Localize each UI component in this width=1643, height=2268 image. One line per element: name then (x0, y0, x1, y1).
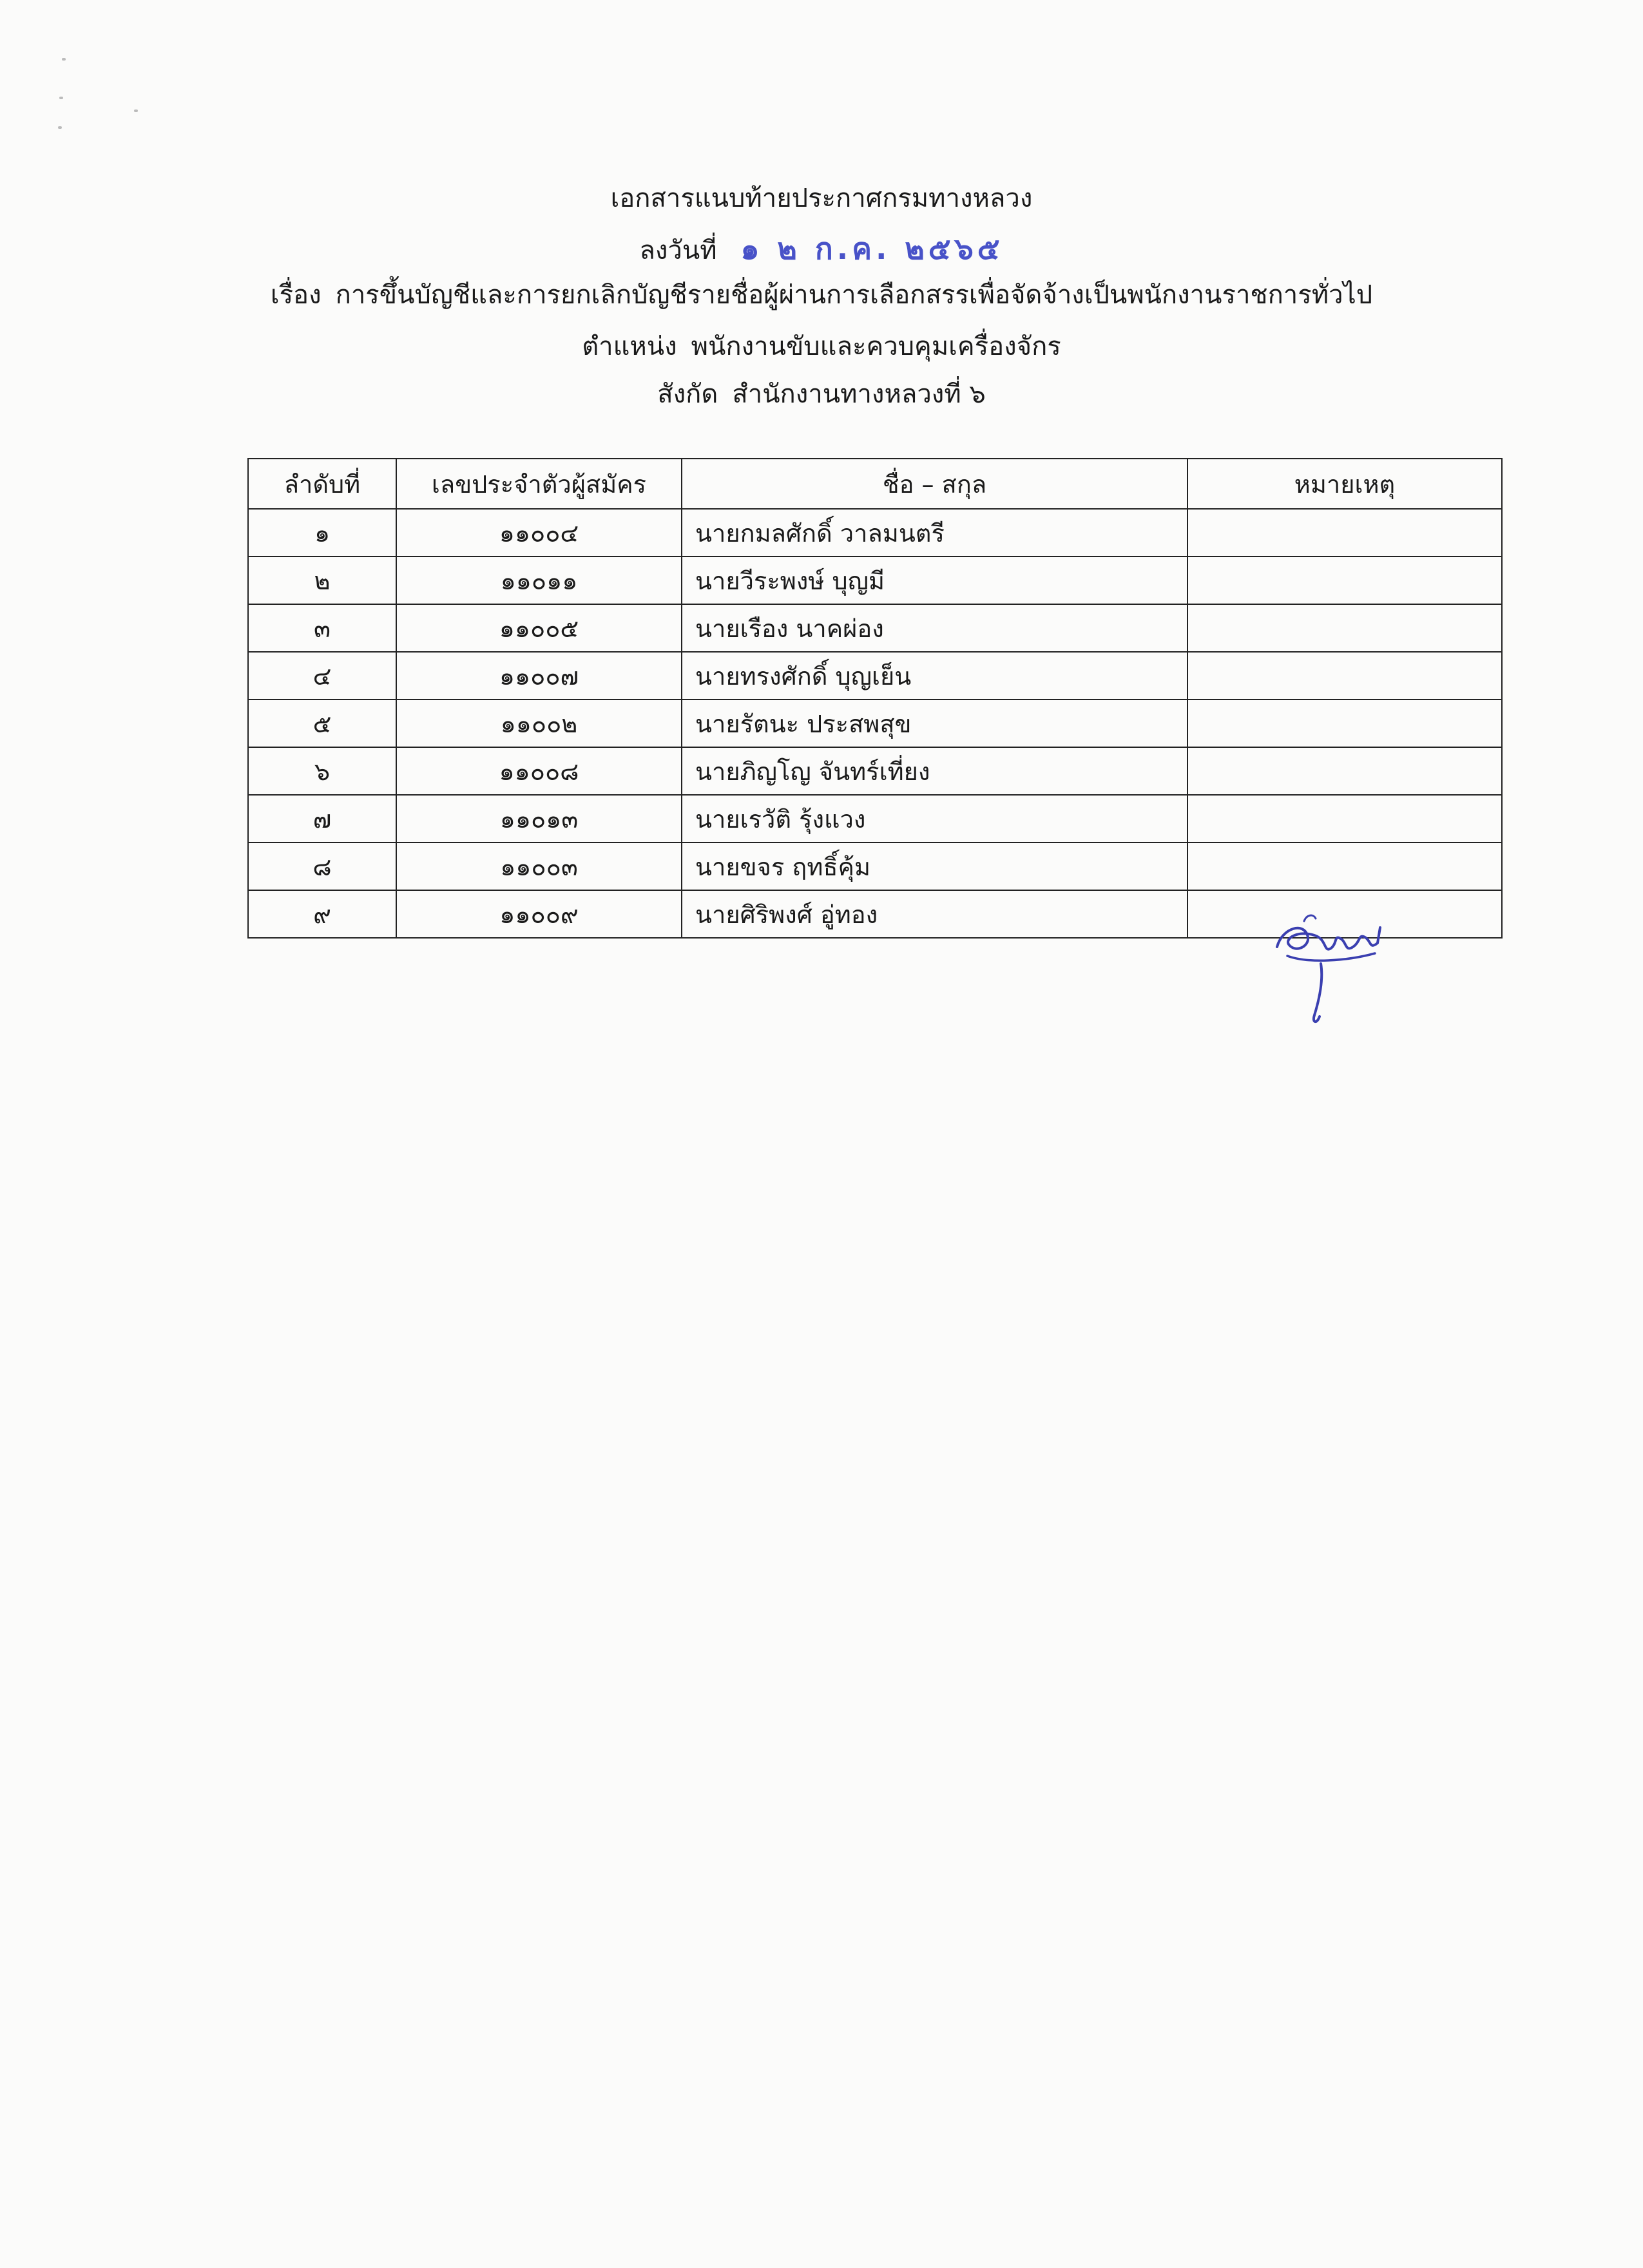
row-number: ๔ (248, 652, 396, 700)
applicant-id: ๑๑๐๐๗ (396, 652, 682, 700)
date-line (0, 229, 1643, 270)
table-row (248, 604, 1502, 652)
column-header-applicant-id: เลขประจำตัวผู้สมัคร (396, 459, 682, 509)
column-header-name: ชื่อ – สกุล (682, 459, 1187, 509)
applicant-name: นายภิญโญ จันทร์เที่ยง (682, 747, 1187, 795)
table-row (248, 700, 1502, 747)
scan-speck (59, 97, 63, 99)
applicant-name: นายเรือง นาคผ่อง (682, 604, 1187, 652)
office-line (0, 375, 1643, 414)
remarks-cell (1187, 700, 1502, 747)
applicant-name: นายกมลศักดิ์ วาลมนตรี (682, 509, 1187, 557)
row-number: ๙ (248, 890, 396, 938)
applicant-name: นายขจร ฤทธิ์คุ้ม (682, 843, 1187, 890)
table-header-row (248, 459, 1502, 509)
handwritten-signature (1269, 902, 1385, 1031)
row-number: ๑ (248, 509, 396, 557)
row-number: ๓ (248, 604, 396, 652)
office-label: สังกัด (657, 379, 718, 409)
row-number: ๖ (248, 747, 396, 795)
applicant-id: ๑๑๐๑๓ (396, 795, 682, 843)
applicant-id: ๑๑๐๐๘ (396, 747, 682, 795)
table-row (248, 795, 1502, 843)
scan-speck (58, 126, 62, 129)
applicant-id: ๑๑๐๐๓ (396, 843, 682, 890)
applicant-id: ๑๑๐๐๙ (396, 890, 682, 938)
applicant-name: นายรัตนะ ประสพสุข (682, 700, 1187, 747)
applicant-name: นายศิริพงศ์ อู่ทอง (682, 890, 1187, 938)
position-line (0, 327, 1643, 366)
table-row (248, 652, 1502, 700)
scan-speck (62, 58, 66, 61)
remarks-cell (1187, 795, 1502, 843)
row-number: ๗ (248, 795, 396, 843)
subject-line (0, 276, 1643, 314)
remarks-cell (1187, 747, 1502, 795)
table-row (248, 509, 1502, 557)
candidate-table (247, 458, 1503, 939)
table-row (248, 843, 1502, 890)
applicant-id: ๑๑๐๐๒ (396, 700, 682, 747)
applicant-name: นายทรงศักดิ์ บุญเย็น (682, 652, 1187, 700)
remarks-cell (1187, 509, 1502, 557)
remarks-cell (1187, 604, 1502, 652)
row-number: ๘ (248, 843, 396, 890)
remarks-cell (1187, 652, 1502, 700)
subject-text: การขึ้นบัญชีและการยกเลิกบัญชีรายชื่อผู้ผ่านการเลือกสรรเพื่อจัดจ้างเป็นพนักงานราชการทั่วไป (335, 280, 1373, 310)
remarks-cell (1187, 557, 1502, 604)
subject-label: เรื่อง (270, 280, 322, 310)
scan-speck (134, 110, 138, 112)
applicant-name: นายวีระพงษ์ บุญมี (682, 557, 1187, 604)
column-header-number: ลำดับที่ (248, 459, 396, 509)
applicant-id: ๑๑๐๐๕ (396, 604, 682, 652)
applicant-id: ๑๑๐๐๔ (396, 509, 682, 557)
office-text: สำนักงานทางหลวงที่ ๖ (732, 379, 986, 409)
applicant-name: นายเรวัติ รุ้งแวง (682, 795, 1187, 843)
row-number: ๒ (248, 557, 396, 604)
date-stamp: ๑ ๒ ก.ค. ๒๕๖๕ (740, 231, 1004, 266)
position-label: ตำแหน่ง (582, 332, 677, 361)
row-number: ๕ (248, 700, 396, 747)
document-title: เอกสารแนบท้ายประกาศกรมทางหลวง (610, 184, 1033, 213)
column-header-remarks: หมายเหตุ (1187, 459, 1502, 509)
applicant-id: ๑๑๐๑๑ (396, 557, 682, 604)
remarks-cell (1187, 843, 1502, 890)
table-row (248, 557, 1502, 604)
date-label: ลงวันที่ (639, 236, 717, 265)
table-row (248, 747, 1502, 795)
position-text: พนักงานขับและควบคุมเครื่องจักร (691, 332, 1061, 361)
